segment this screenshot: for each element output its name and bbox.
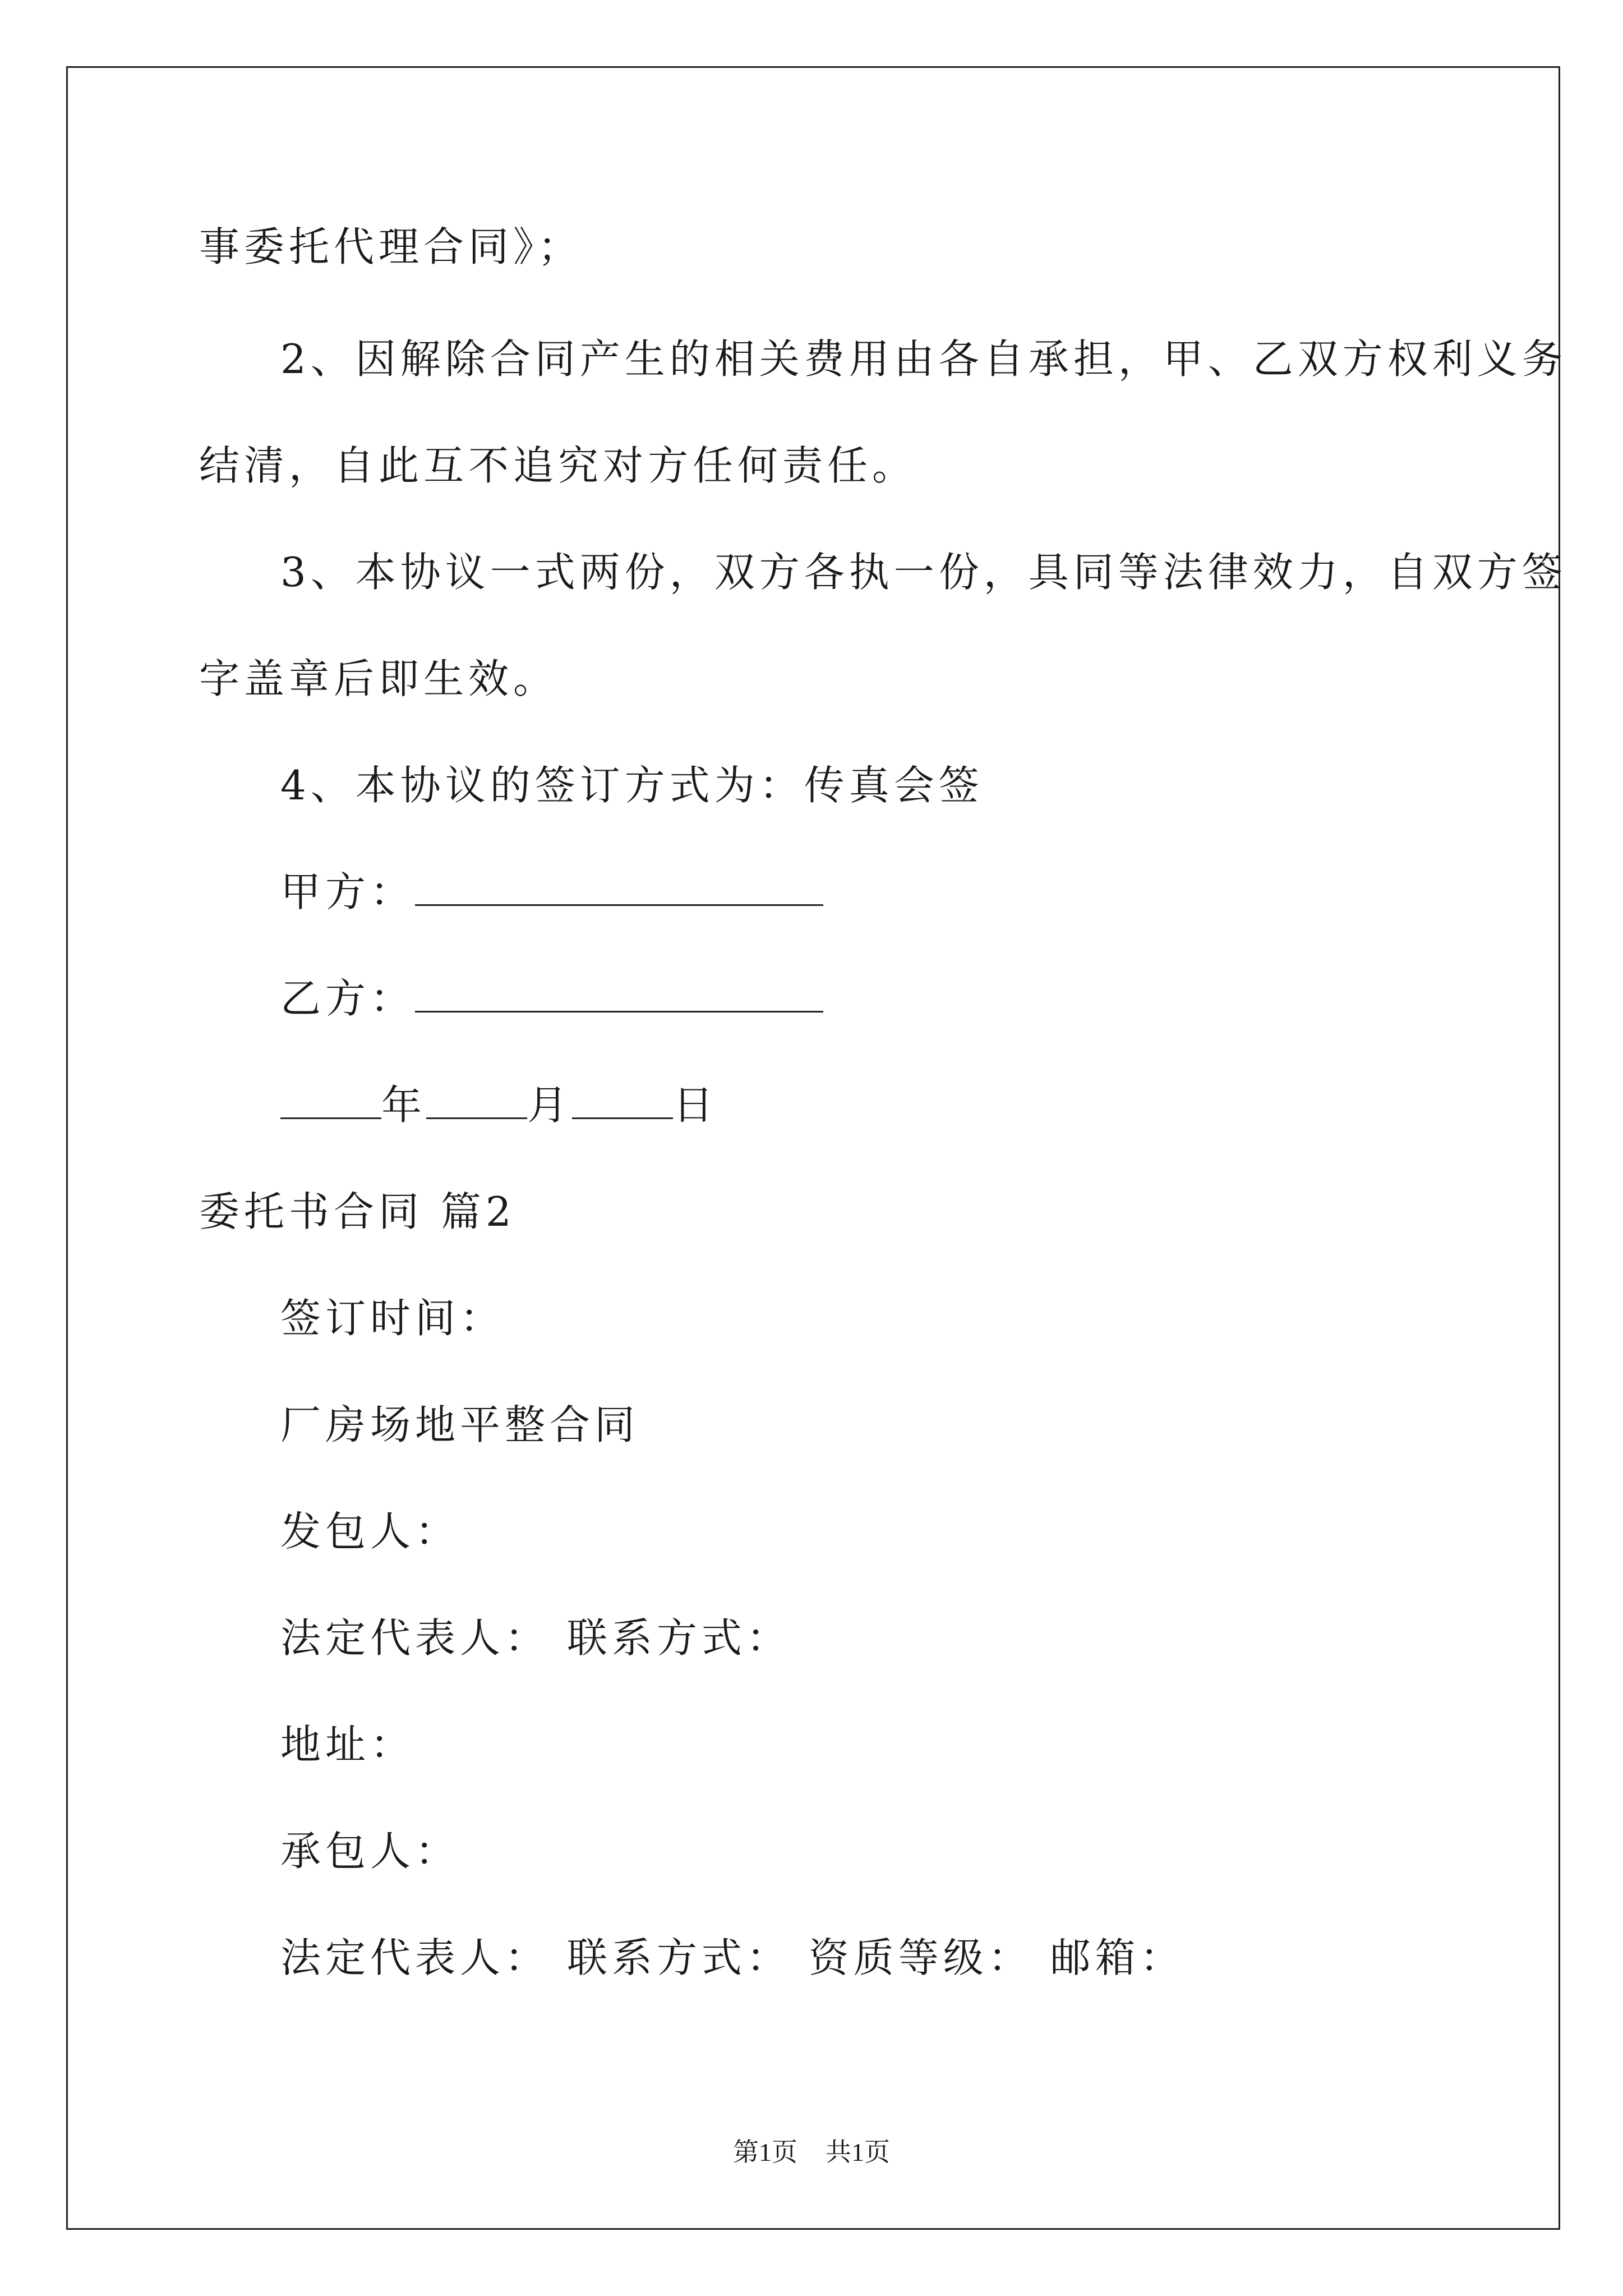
page-border xyxy=(66,66,1560,2230)
text-line: 法定代表人： 联系方式： 资质等级： 邮箱： xyxy=(280,1934,1185,1981)
text-line: 事委托代理合同》； xyxy=(199,223,583,270)
text-line: 地址： xyxy=(280,1721,416,1768)
text-line: 承包人： xyxy=(280,1828,460,1875)
month-blank xyxy=(426,1085,527,1119)
page-footer xyxy=(0,2132,1623,2169)
party-a-signature-line xyxy=(280,868,823,915)
month-label: 月 xyxy=(527,1082,573,1129)
party-b-signature-line xyxy=(280,975,823,1022)
date-line xyxy=(280,1082,718,1129)
page-total: 共1页 xyxy=(826,2138,890,2166)
party-a-label: 甲方： xyxy=(280,868,416,915)
text-line: 字盖章后即生效。 xyxy=(199,655,559,702)
section-title: 委托书合同 篇2 xyxy=(199,1188,516,1235)
text-line: 厂房场地平整合同 xyxy=(280,1401,640,1448)
text-line: 3、本协议一式两份，双方各执一份，具同等法律效力，自双方签 xyxy=(280,549,1567,596)
text-line: 2、因解除合同产生的相关费用由各自承担，甲、乙双方权利义务 xyxy=(280,335,1567,383)
text-line: 签订时间： xyxy=(280,1295,505,1342)
text-line: 发包人： xyxy=(280,1508,460,1555)
text-line: 法定代表人： 联系方式： xyxy=(280,1614,791,1662)
signature-blank xyxy=(415,872,823,906)
page-number: 第1页 xyxy=(733,2138,797,2166)
day-label: 日 xyxy=(673,1082,718,1129)
party-b-label: 乙方： xyxy=(280,975,416,1022)
year-blank xyxy=(280,1085,381,1119)
day-blank xyxy=(572,1085,673,1119)
text-line: 4、本协议的签订方式为：传真会签 xyxy=(280,762,984,809)
year-label: 年 xyxy=(381,1082,427,1129)
text-line: 结清，自此互不追究对方任何责任。 xyxy=(199,442,917,489)
signature-blank xyxy=(415,978,823,1013)
